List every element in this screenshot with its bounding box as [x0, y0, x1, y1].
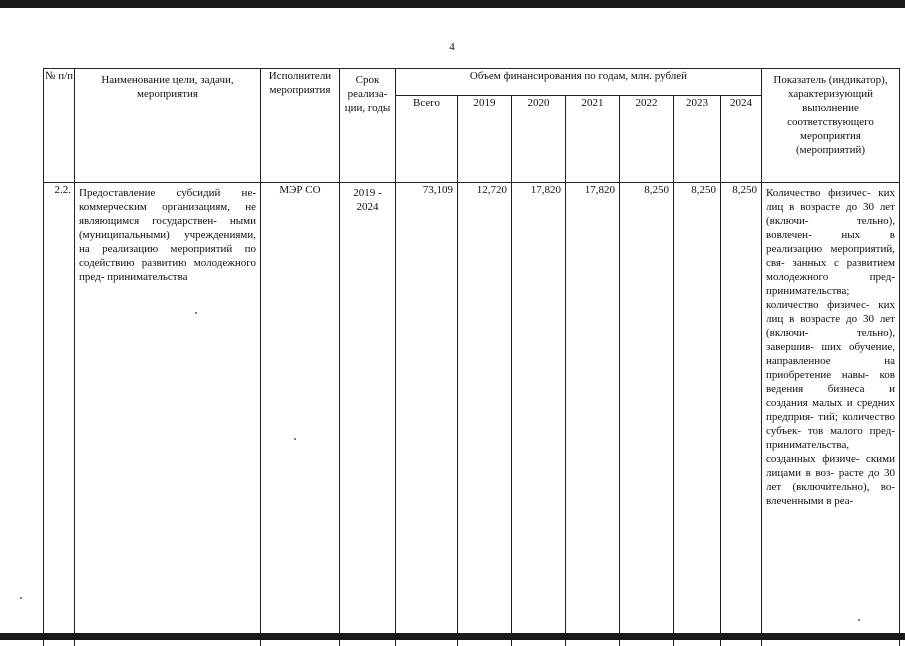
row-indicator: Количество физичес- ких лиц в возрасте до 30 лет (включи- тельно), вовлечен- ных в реализацию мероприятий, свя- занных с развитием молодежного пред- принимательства; количество физичес- ких лиц в возрасте до 30 лет (включи- тельно), завершив- ших обучение, направленное на приобретение навы- ков ведения бизнеса и создания малых и средних предприя- тий; количество субъек- тов малого пред- принимательства, созданных физиче- скими лицами в воз- расте до 30 лет (включительно), во- влеченными в реа- — [762, 183, 900, 646]
scan-speck — [858, 619, 860, 621]
top-border-bar — [0, 0, 905, 8]
header-year-2020: 2020 — [512, 96, 566, 183]
row-name: Предоставление субсидий не- коммерческим организациям, не являющимся государствен- ными (муниципальными) учреждениями, на реализацию мероприятий по содействию развитию молодежного пред- принимательства — [75, 183, 261, 646]
row-num: 2.2. — [44, 183, 75, 646]
scan-speck — [294, 438, 296, 440]
row-term: 2019 - 2024 — [340, 183, 396, 646]
header-year-2023: 2023 — [674, 96, 721, 183]
row-value-2020: 17,820 — [512, 183, 566, 646]
page-number: 4 — [440, 41, 464, 53]
table-row — [44, 183, 900, 646]
header-name: Наименование цели, задачи, мероприятия — [75, 69, 261, 183]
header-year-2021: 2021 — [566, 96, 620, 183]
row-value-2023: 8,250 — [674, 183, 721, 646]
header-total: Всего — [396, 96, 458, 183]
header-executors: Исполнители мероприятия — [261, 69, 340, 183]
row-executor: МЭР СО — [261, 183, 340, 646]
row-value-2019: 12,720 — [458, 183, 512, 646]
funding-table — [43, 68, 900, 646]
header-funding: Объем финансирования по годам, млн. рублей — [396, 69, 762, 96]
row-total: 73,109 — [396, 183, 458, 646]
scan-speck — [195, 312, 197, 314]
row-value-2021: 17,820 — [566, 183, 620, 646]
scan-speck — [20, 597, 22, 599]
row-value-2024: 8,250 — [721, 183, 762, 646]
row-value-2022: 8,250 — [620, 183, 674, 646]
header-term: Срок реализа- ции, годы — [340, 69, 396, 183]
header-year-2022: 2022 — [620, 96, 674, 183]
bottom-border-bar — [0, 633, 905, 640]
header-num: № п/п — [44, 69, 75, 183]
header-indicator: Показатель (индикатор), характеризующий выполнение соответствующего мероприятия (мероприятий) — [762, 69, 900, 183]
header-year-2019: 2019 — [458, 96, 512, 183]
header-year-2024: 2024 — [721, 96, 762, 183]
